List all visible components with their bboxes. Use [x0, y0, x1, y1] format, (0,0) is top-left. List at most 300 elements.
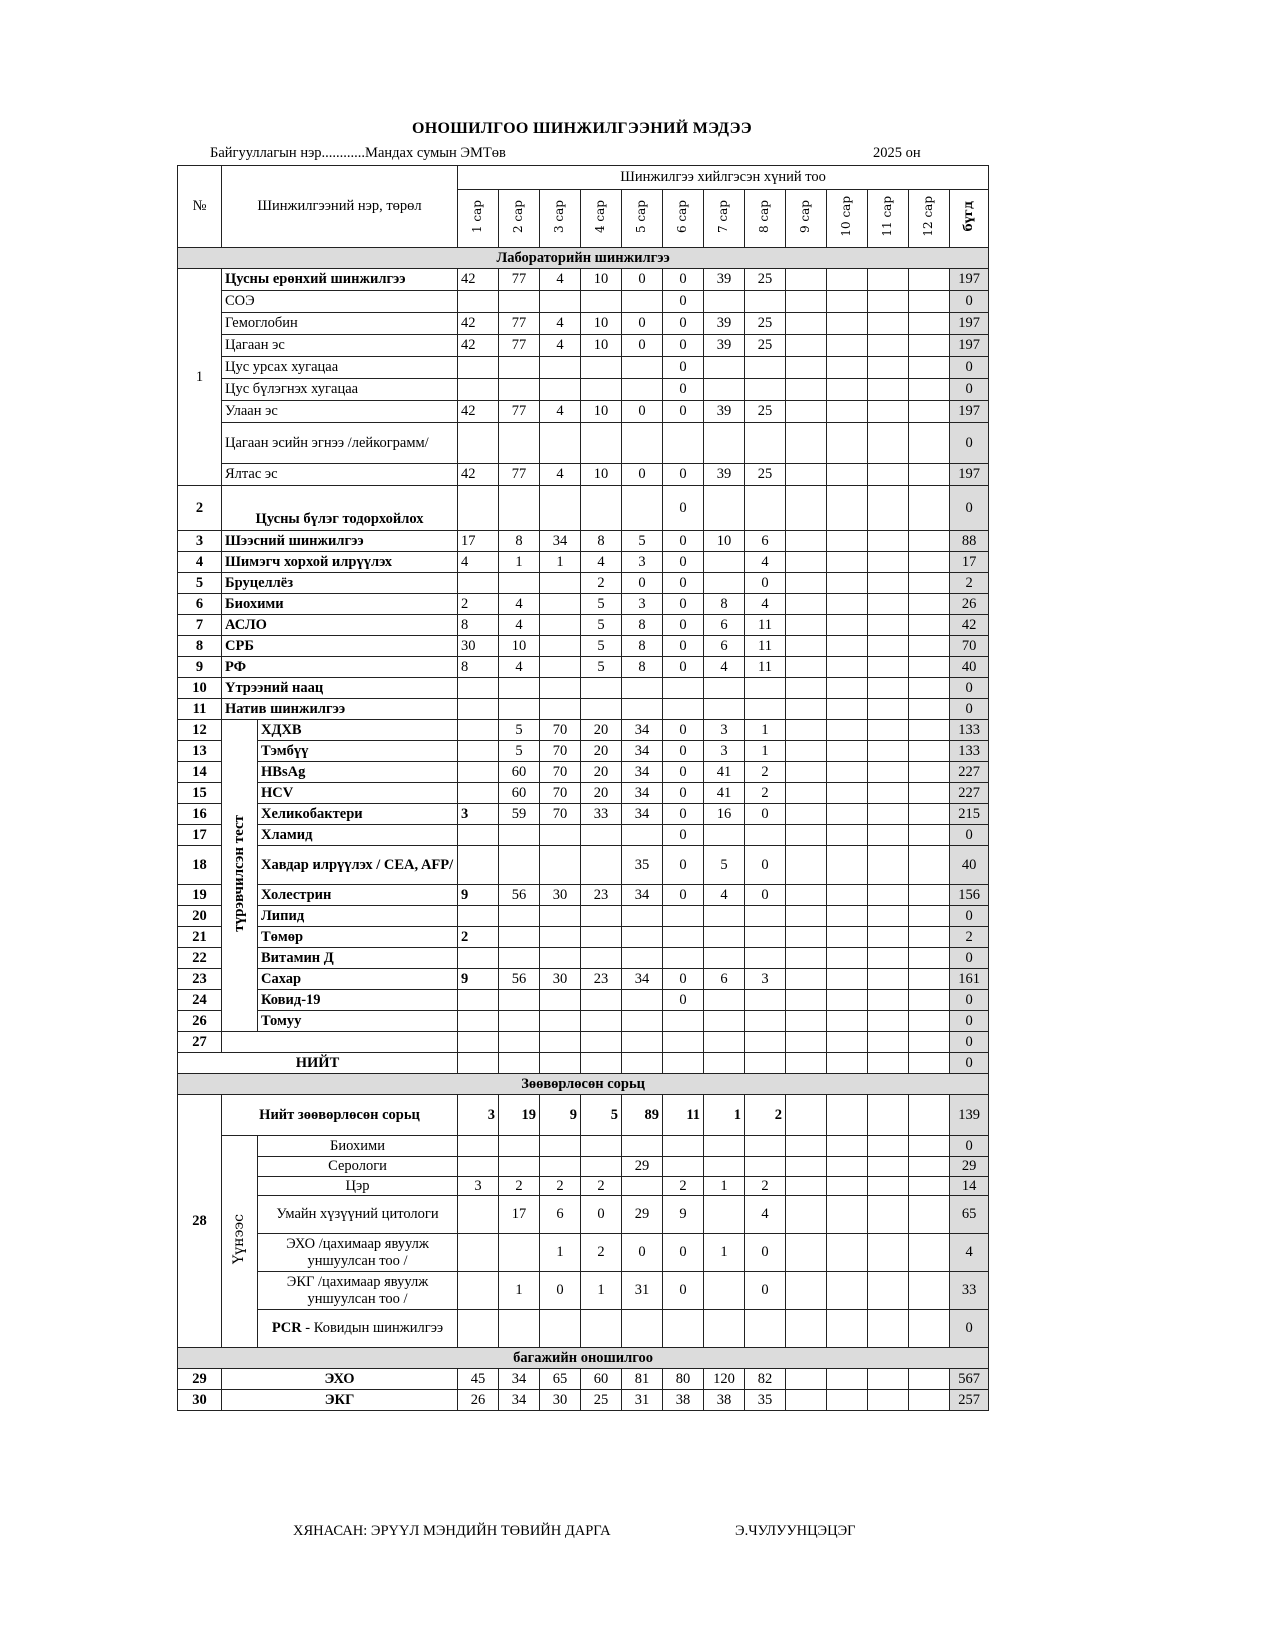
value-cell: 2: [540, 1177, 581, 1196]
value-cell: [827, 615, 868, 636]
value-cell: [868, 846, 909, 885]
value-cell: 29: [622, 1157, 663, 1177]
value-cell: 3: [622, 594, 663, 615]
table-row: [178, 990, 989, 1011]
total-cell: 567: [950, 1369, 989, 1390]
test-name: АСЛО: [222, 615, 458, 636]
value-cell: [786, 552, 827, 573]
organization-line: Байгууллагын нэр............Мандах сумын ЭМТөв: [210, 145, 506, 161]
value-cell: 35: [745, 1390, 786, 1411]
total-cell: 156: [950, 885, 989, 906]
value-cell: [458, 699, 499, 720]
row-number: 2: [178, 486, 222, 531]
value-cell: 8: [622, 615, 663, 636]
test-name: Цагаан эс: [222, 335, 458, 357]
value-cell: 2: [581, 1177, 622, 1196]
value-cell: [827, 678, 868, 699]
value-cell: [704, 1157, 745, 1177]
value-cell: [909, 1095, 950, 1136]
row-number: 24: [178, 990, 222, 1011]
value-cell: [745, 1053, 786, 1074]
value-cell: 31: [622, 1272, 663, 1310]
row-number: 12: [178, 720, 222, 741]
section-instrumental-label: багажийн оношилгоо: [178, 1348, 989, 1369]
value-cell: [827, 269, 868, 291]
test-name: ЭХО /цахимаар явуулж уншуулсан тоо /: [258, 1234, 458, 1272]
value-cell: 42: [458, 269, 499, 291]
value-cell: 11: [745, 636, 786, 657]
total-cell: 0: [950, 1310, 989, 1348]
value-cell: 11: [745, 615, 786, 636]
value-cell: 9: [540, 1095, 581, 1136]
value-cell: [704, 1196, 745, 1234]
row-number: 19: [178, 885, 222, 906]
value-cell: [540, 948, 581, 969]
value-cell: 17: [458, 531, 499, 552]
value-cell: [909, 594, 950, 615]
value-cell: [909, 1234, 950, 1272]
header-group: Шинжилгээ хийлгэсэн хүний тоо: [458, 166, 989, 190]
value-cell: 5: [581, 636, 622, 657]
table-row: [178, 699, 989, 720]
value-cell: [745, 1310, 786, 1348]
value-cell: [909, 313, 950, 335]
value-cell: [786, 1053, 827, 1074]
value-cell: [827, 1032, 868, 1053]
value-cell: [499, 699, 540, 720]
value-cell: [868, 906, 909, 927]
value-cell: [786, 1234, 827, 1272]
value-cell: 29: [622, 1196, 663, 1234]
value-cell: [909, 1369, 950, 1390]
value-cell: [622, 1177, 663, 1196]
grand-total-label: НИЙТ: [178, 1053, 458, 1074]
value-cell: [786, 1390, 827, 1411]
table-row: [178, 531, 989, 552]
value-cell: [827, 969, 868, 990]
value-cell: [868, 678, 909, 699]
value-cell: [745, 948, 786, 969]
value-cell: [868, 531, 909, 552]
value-cell: [827, 1136, 868, 1157]
value-cell: 45: [458, 1369, 499, 1390]
value-cell: [704, 1053, 745, 1074]
value-cell: [458, 1310, 499, 1348]
value-cell: 34: [622, 720, 663, 741]
row-number: 4: [178, 552, 222, 573]
value-cell: 34: [540, 531, 581, 552]
value-cell: [909, 573, 950, 594]
value-cell: [499, 357, 540, 379]
value-cell: [663, 699, 704, 720]
value-cell: 1: [704, 1095, 745, 1136]
value-cell: 4: [745, 1196, 786, 1234]
value-cell: [786, 531, 827, 552]
total-cell: 40: [950, 846, 989, 885]
test-name: HBsAg: [258, 762, 458, 783]
test-name: Шимэгч хорхой илрүүлэх: [222, 552, 458, 573]
total-cell: 0: [950, 423, 989, 464]
row-number: 26: [178, 1011, 222, 1032]
value-cell: 4: [458, 552, 499, 573]
value-cell: [540, 657, 581, 678]
table-row: [178, 1390, 989, 1411]
value-cell: [581, 948, 622, 969]
value-cell: [909, 699, 950, 720]
value-cell: 59: [499, 804, 540, 825]
value-cell: 20: [581, 720, 622, 741]
value-cell: 34: [622, 969, 663, 990]
test-name-rest: - Ковидын шинжилгээ: [301, 1320, 444, 1337]
value-cell: 0: [663, 269, 704, 291]
value-cell: [868, 885, 909, 906]
value-cell: [827, 1053, 868, 1074]
value-cell: 4: [540, 464, 581, 486]
value-cell: [868, 269, 909, 291]
test-name: Биохими: [258, 1136, 458, 1157]
value-cell: 20: [581, 762, 622, 783]
value-cell: [622, 357, 663, 379]
value-cell: [868, 927, 909, 948]
value-cell: [704, 291, 745, 313]
value-cell: 0: [663, 720, 704, 741]
value-cell: [458, 762, 499, 783]
value-cell: [622, 1011, 663, 1032]
value-cell: [786, 291, 827, 313]
value-cell: [827, 990, 868, 1011]
value-cell: 39: [704, 335, 745, 357]
value-cell: [786, 1136, 827, 1157]
value-cell: 11: [745, 657, 786, 678]
value-cell: 60: [499, 783, 540, 804]
value-cell: [827, 1234, 868, 1272]
value-cell: [786, 615, 827, 636]
value-cell: [827, 401, 868, 423]
header-month: [704, 190, 745, 248]
value-cell: 0: [745, 1272, 786, 1310]
value-cell: [827, 486, 868, 531]
value-cell: 70: [540, 804, 581, 825]
value-cell: 6: [540, 1196, 581, 1234]
value-cell: 6: [704, 615, 745, 636]
value-cell: [909, 948, 950, 969]
value-cell: [458, 573, 499, 594]
signature-title: ХЯНАСАН: ЭРҮҮЛ МЭНДИЙН ТӨВИЙН ДАРГА: [293, 1523, 611, 1539]
value-cell: [868, 699, 909, 720]
referral-total-row: [178, 1095, 989, 1136]
value-cell: [581, 846, 622, 885]
value-cell: [581, 379, 622, 401]
value-cell: [622, 1310, 663, 1348]
value-cell: 8: [499, 531, 540, 552]
value-cell: [868, 357, 909, 379]
value-cell: [581, 906, 622, 927]
value-cell: 16: [704, 804, 745, 825]
row-number: 15: [178, 783, 222, 804]
value-cell: [745, 1011, 786, 1032]
header-month-label: 1 сар: [470, 199, 485, 233]
value-cell: 77: [499, 269, 540, 291]
test-name: Цусны ерөнхий шинжилгээ: [222, 269, 458, 291]
value-cell: [540, 846, 581, 885]
value-cell: [622, 1136, 663, 1157]
value-cell: [909, 357, 950, 379]
value-cell: [663, 948, 704, 969]
value-cell: 89: [622, 1095, 663, 1136]
table-row: [178, 291, 989, 313]
test-name: Шээсний шинжилгээ: [222, 531, 458, 552]
value-cell: 19: [499, 1095, 540, 1136]
value-cell: 1: [581, 1272, 622, 1310]
value-cell: 56: [499, 885, 540, 906]
value-cell: 35: [622, 846, 663, 885]
value-cell: [458, 1053, 499, 1074]
value-cell: [704, 927, 745, 948]
value-cell: 2: [458, 927, 499, 948]
value-cell: [663, 1032, 704, 1053]
row-number: 17: [178, 825, 222, 846]
value-cell: 0: [581, 1196, 622, 1234]
test-name: Сахар: [258, 969, 458, 990]
value-cell: 4: [540, 401, 581, 423]
value-cell: [786, 573, 827, 594]
value-cell: [868, 783, 909, 804]
value-cell: [909, 291, 950, 313]
value-cell: [786, 1177, 827, 1196]
test-name: Хеликобактери: [258, 804, 458, 825]
value-cell: [622, 1053, 663, 1074]
value-cell: 10: [499, 636, 540, 657]
value-cell: [868, 335, 909, 357]
value-cell: [909, 804, 950, 825]
value-cell: 5: [581, 657, 622, 678]
table-row: [178, 783, 989, 804]
test-name: Цус урсах хугацаа: [222, 357, 458, 379]
value-cell: [909, 552, 950, 573]
value-cell: [622, 990, 663, 1011]
total-cell: 0: [950, 291, 989, 313]
test-name: Томуу: [258, 1011, 458, 1032]
value-cell: 39: [704, 464, 745, 486]
value-cell: 0: [622, 1234, 663, 1272]
table-row: [178, 1196, 989, 1234]
value-cell: 0: [663, 1234, 704, 1272]
total-cell: 257: [950, 1390, 989, 1411]
total-cell: 197: [950, 464, 989, 486]
value-cell: [704, 573, 745, 594]
value-cell: [909, 783, 950, 804]
test-name: ЭКГ: [222, 1390, 458, 1411]
value-cell: 0: [745, 846, 786, 885]
value-cell: [745, 1157, 786, 1177]
total-cell: 4: [950, 1234, 989, 1272]
value-cell: 0: [622, 269, 663, 291]
value-cell: [745, 990, 786, 1011]
total-cell: 227: [950, 762, 989, 783]
value-cell: 0: [663, 335, 704, 357]
table-row: [178, 1234, 989, 1272]
table-row: [178, 720, 989, 741]
value-cell: [499, 486, 540, 531]
value-cell: [704, 379, 745, 401]
test-name: Серологи: [258, 1157, 458, 1177]
table-row: [178, 1136, 989, 1157]
value-cell: 77: [499, 464, 540, 486]
value-cell: 5: [581, 1095, 622, 1136]
value-cell: [868, 1136, 909, 1157]
value-cell: [827, 906, 868, 927]
value-cell: 1: [745, 741, 786, 762]
value-cell: 0: [663, 990, 704, 1011]
value-cell: 41: [704, 783, 745, 804]
table-row: [178, 615, 989, 636]
value-cell: [704, 486, 745, 531]
table-row: [178, 552, 989, 573]
value-cell: [581, 678, 622, 699]
grand-total-row: [178, 1053, 989, 1074]
value-cell: [786, 741, 827, 762]
value-cell: [499, 1032, 540, 1053]
value-cell: [540, 379, 581, 401]
value-cell: 0: [622, 313, 663, 335]
value-cell: [909, 1011, 950, 1032]
value-cell: 0: [663, 762, 704, 783]
table-row: [178, 885, 989, 906]
value-cell: [622, 678, 663, 699]
value-cell: [458, 906, 499, 927]
value-cell: 8: [581, 531, 622, 552]
value-cell: [868, 401, 909, 423]
table-row: [178, 335, 989, 357]
value-cell: 10: [581, 335, 622, 357]
value-cell: [827, 379, 868, 401]
value-cell: [499, 573, 540, 594]
value-cell: [499, 1157, 540, 1177]
value-cell: 10: [581, 313, 622, 335]
value-cell: 31: [622, 1390, 663, 1411]
value-cell: [786, 357, 827, 379]
table-row: [178, 357, 989, 379]
test-name: Цагаан эсийн эгнээ /лейкограмм/: [222, 423, 458, 464]
value-cell: [909, 464, 950, 486]
value-cell: [581, 291, 622, 313]
value-cell: [786, 313, 827, 335]
table-row: [178, 741, 989, 762]
total-cell: 197: [950, 401, 989, 423]
value-cell: [909, 1272, 950, 1310]
total-cell: 133: [950, 720, 989, 741]
value-cell: 3: [458, 1177, 499, 1196]
value-cell: [827, 804, 868, 825]
header-month: [745, 190, 786, 248]
value-cell: 38: [704, 1390, 745, 1411]
value-cell: [663, 1157, 704, 1177]
value-cell: [786, 969, 827, 990]
value-cell: [827, 313, 868, 335]
value-cell: [827, 1196, 868, 1234]
value-cell: [458, 825, 499, 846]
value-cell: [827, 1095, 868, 1136]
value-cell: [499, 1136, 540, 1157]
test-name: Үтрээний наац: [222, 678, 458, 699]
value-cell: [827, 948, 868, 969]
total-cell: 33: [950, 1272, 989, 1310]
value-cell: [868, 1310, 909, 1348]
value-cell: 56: [499, 969, 540, 990]
value-cell: [499, 423, 540, 464]
value-cell: [868, 948, 909, 969]
value-cell: 77: [499, 401, 540, 423]
value-cell: [909, 486, 950, 531]
value-cell: [622, 291, 663, 313]
test-name: РФ: [222, 657, 458, 678]
value-cell: 4: [540, 313, 581, 335]
row-number: 9: [178, 657, 222, 678]
value-cell: 20: [581, 741, 622, 762]
value-cell: [786, 401, 827, 423]
value-cell: [704, 699, 745, 720]
table-row: [178, 1310, 989, 1348]
value-cell: 1: [499, 1272, 540, 1310]
test-name: Нийт зөөвөрлөсөн сорьц: [222, 1095, 458, 1136]
value-cell: [868, 1369, 909, 1390]
header-month: [581, 190, 622, 248]
value-cell: 60: [581, 1369, 622, 1390]
value-cell: [909, 741, 950, 762]
value-cell: [540, 1136, 581, 1157]
value-cell: [909, 615, 950, 636]
value-cell: [868, 720, 909, 741]
value-cell: [909, 636, 950, 657]
report-body: [178, 248, 989, 1411]
test-name-bold: PCR: [271, 1320, 302, 1337]
value-cell: [581, 1136, 622, 1157]
value-cell: 25: [745, 269, 786, 291]
value-cell: [827, 464, 868, 486]
total-cell: 0: [950, 1053, 989, 1074]
value-cell: 60: [499, 762, 540, 783]
value-cell: 4: [499, 594, 540, 615]
row-number: 18: [178, 846, 222, 885]
value-cell: [827, 846, 868, 885]
value-cell: [786, 1032, 827, 1053]
total-cell: 2: [950, 573, 989, 594]
value-cell: [540, 291, 581, 313]
value-cell: [540, 990, 581, 1011]
value-cell: 39: [704, 401, 745, 423]
row-number: 29: [178, 1369, 222, 1390]
value-cell: 34: [622, 741, 663, 762]
value-cell: [581, 825, 622, 846]
value-cell: [909, 1390, 950, 1411]
header-month-label: 3 сар: [552, 199, 567, 233]
value-cell: [868, 1234, 909, 1272]
value-cell: [786, 948, 827, 969]
value-cell: 34: [622, 885, 663, 906]
value-cell: [827, 1390, 868, 1411]
value-cell: [909, 720, 950, 741]
value-cell: 3: [622, 552, 663, 573]
value-cell: [540, 594, 581, 615]
value-cell: 0: [622, 464, 663, 486]
value-cell: 0: [663, 401, 704, 423]
value-cell: [581, 486, 622, 531]
value-cell: 0: [663, 531, 704, 552]
value-cell: [540, 1053, 581, 1074]
value-cell: 2: [745, 783, 786, 804]
value-cell: [909, 423, 950, 464]
total-cell: 0: [950, 357, 989, 379]
